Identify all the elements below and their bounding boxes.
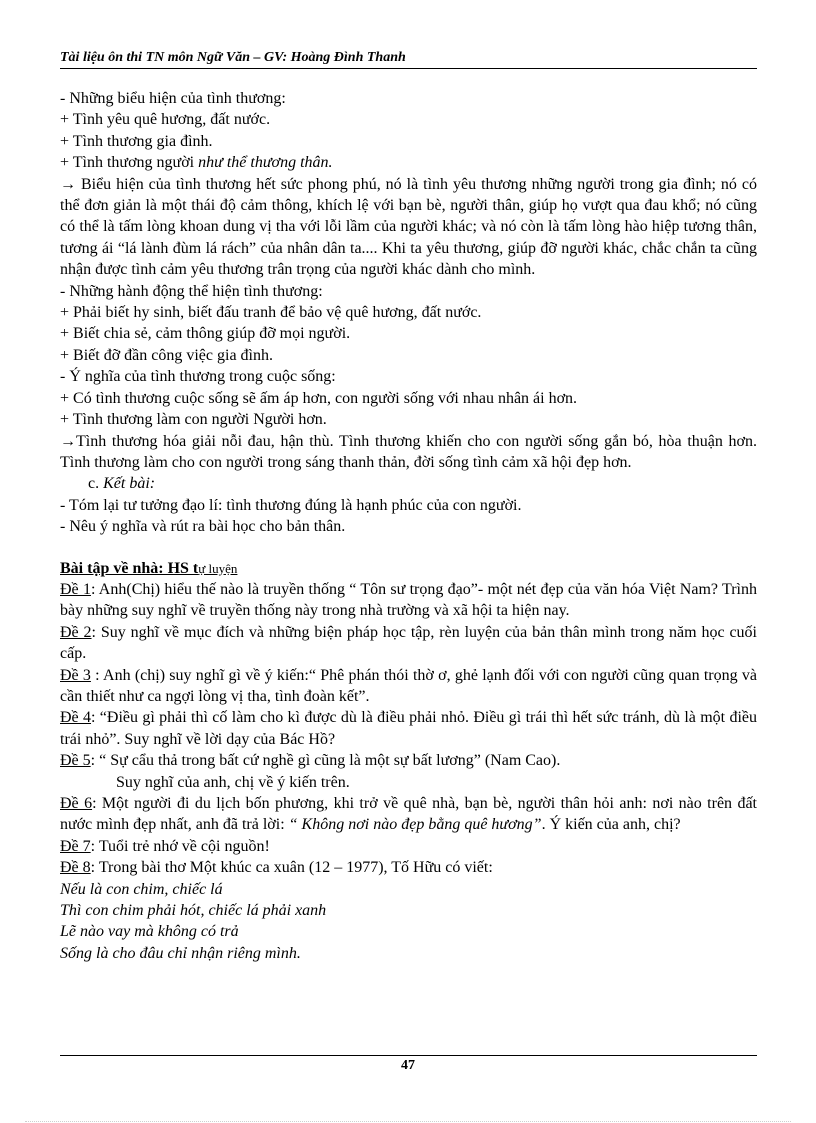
page-header: Tài liệu ôn thi TN môn Ngữ Văn – GV: Hoàng Đình Thanh [60,50,757,69]
subheading-title: Kết bài: [103,475,156,493]
page-number: 47 [401,1058,415,1073]
spacer [60,538,757,558]
exercise-text: : Anh(Chị) hiểu thế nào là truyền thống “ Tôn sư trọng đạo”- một nét đẹp của văn hóa Việt Nam? Trình bày những suy nghĩ về truyền thống này trong nhà trường và xã hội ta hiện nay. [60,580,757,620]
text-line: + Tình yêu quê hương, đất nước. [60,111,271,129]
text-line: + Biết đỡ đần công việc gia đình. [60,346,273,364]
italic-phrase: như thể thương thân. [198,154,333,172]
exercise-5 [60,750,757,771]
page-bottom-border [25,1121,791,1122]
homework-heading [60,558,757,579]
exercise-4 [60,707,757,750]
exercise-8 [60,857,757,878]
exercise-text: : Một người đi du lịch bốn phương, khi trở về quê nhà, bạn bè, người thân hỏi anh: nơi nào trên đất nước mình đẹp nhất, anh đã trả lời: [60,795,757,834]
exercise-label: Đề 1 [60,580,91,598]
text-line: + Có tình thương cuộc sống sẽ ấm áp hơn, con người sống với nhau nhân ái hơn. [60,389,578,407]
text-line: - Những hành động thể hiện tình thương: [60,282,323,300]
exercise-text: : Trong bài thơ Một khúc ca xuân (12 – 1977), Tố Hữu có viết: [90,859,493,877]
footer-divider [60,1055,757,1056]
exercise-label: Đề 6 [60,795,93,812]
exercise-7 [60,836,757,857]
subheading-label: c. [88,475,104,493]
exercise-label: Đề 8 [60,859,91,877]
exercise-text: : Suy nghĩ về mục đích và những biện pháp học tập, rèn luyện của bản thân mình trong năm học cuối cấp. [60,623,757,663]
exercise-text: : “ Sự cẩu thả trong bất cứ nghề gì cũng là một sự bất lương” (Nam Cao). [90,752,561,770]
poem-line: Nếu là con chim, chiếc lá [60,880,223,898]
text-span: + Tình thương người [60,154,199,172]
exercise-5-line2: Suy nghĩ của anh, chị về ý kiến trên. [116,773,350,791]
poem-line: Sống là cho đâu chỉ nhận riêng mình. [60,944,301,962]
text-line: + Tình thương gia đình. [60,132,213,150]
text-line: + Tình thương làm con người Người hơn. [60,411,327,429]
text-line: + Biết chia sẻ, cảm thông giúp đỡ mọi người. [60,325,351,343]
exercise-2 [60,622,757,665]
homework-title: Bài tập về nhà: HS t [60,559,199,577]
text-line: - Những biểu hiện của tình thương: [60,90,286,107]
paragraph: →Tình thương hóa giải nỗi đau, hận thù. Tình thương khiến cho con người sống gắn bó, hòa thuận hơn. Tình thương làm cho con người trong sáng thanh thản, đời sống tình cảm xã hội đẹp hơn. [60,432,757,471]
exercise-label: Đề 2 [60,623,92,641]
subheading-ket-bai [60,473,757,494]
exercise-tail: . Ý kiến của anh, chị? [541,816,681,834]
exercise-text: : “Điều gì phải thì cố làm cho kì được dù là điều phải nhỏ. Điều gì trái thì hết sức tránh, dù là một điều trái nhỏ”. Suy nghĩ về lời dạy của Bác Hồ? [60,709,758,748]
poem-line: Thì con chim phải hót, chiếc lá phải xanh [60,902,327,920]
paragraph: → Biểu hiện của tình thương hết sức phong phú, nó là tình yêu thương những người trong gia đình; nó có thể đơn giản là một thái độ cảm thông, khích lệ với bạn bè, người thân, giúp họ vượt qua đau khổ; nó cũng có thể là tấm lòng khoan dung vị tha với lỗi lầm của người khác; và nó còn là tấm lòng hào hiệp tương thân, tương ái “lá lành đùm lá rách” của nhân dân ta.... Khi ta yêu thương, giúp đỡ người khác, chắc chắn ta cũng nhận được tình cảm yêu thương trân trọng của người khác dành cho mình. [60,175,757,279]
exercise-quote: “ Không nơi nào đẹp bằng quê hương” [288,816,542,834]
exercise-label: Đề 4 [60,709,92,727]
exercise-label: Đề 3 [60,666,91,684]
text-line: - Ý nghĩa của tình thương trong cuộc sống: [60,368,336,386]
exercise-1 [60,579,757,622]
exercise-text: : Tuổi trẻ nhớ về cội nguồn! [90,837,270,855]
exercise-label: Đề 7 [60,837,91,855]
exercise-3 [60,665,757,708]
exercise-6 [60,793,757,836]
exercise-label: Đề 5 [60,752,91,770]
text-line: - Nêu ý nghĩa và rút ra bài học cho bản thân. [60,518,346,536]
text-line [60,152,757,173]
poem-line: Lẽ nào vay mà không có trả [60,923,239,941]
homework-title-small: ự luyện [198,560,238,576]
text-line: + Phải biết hy sinh, biết đấu tranh để bảo vệ quê hương, đất nước. [60,304,482,322]
exercise-text: : Anh (chị) suy nghĩ gì về ý kiến:“ Phê phán thói thờ ơ, ghẻ lạnh đối với con người cũng quan trọng và cần thiết như ca ngợi lòng vị tha, tình đoàn kết”. [60,666,758,705]
page-content [60,88,757,964]
text-line: - Tóm lại tư tưởng đạo lí: tình thương đúng là hạnh phúc của con người. [60,496,522,514]
